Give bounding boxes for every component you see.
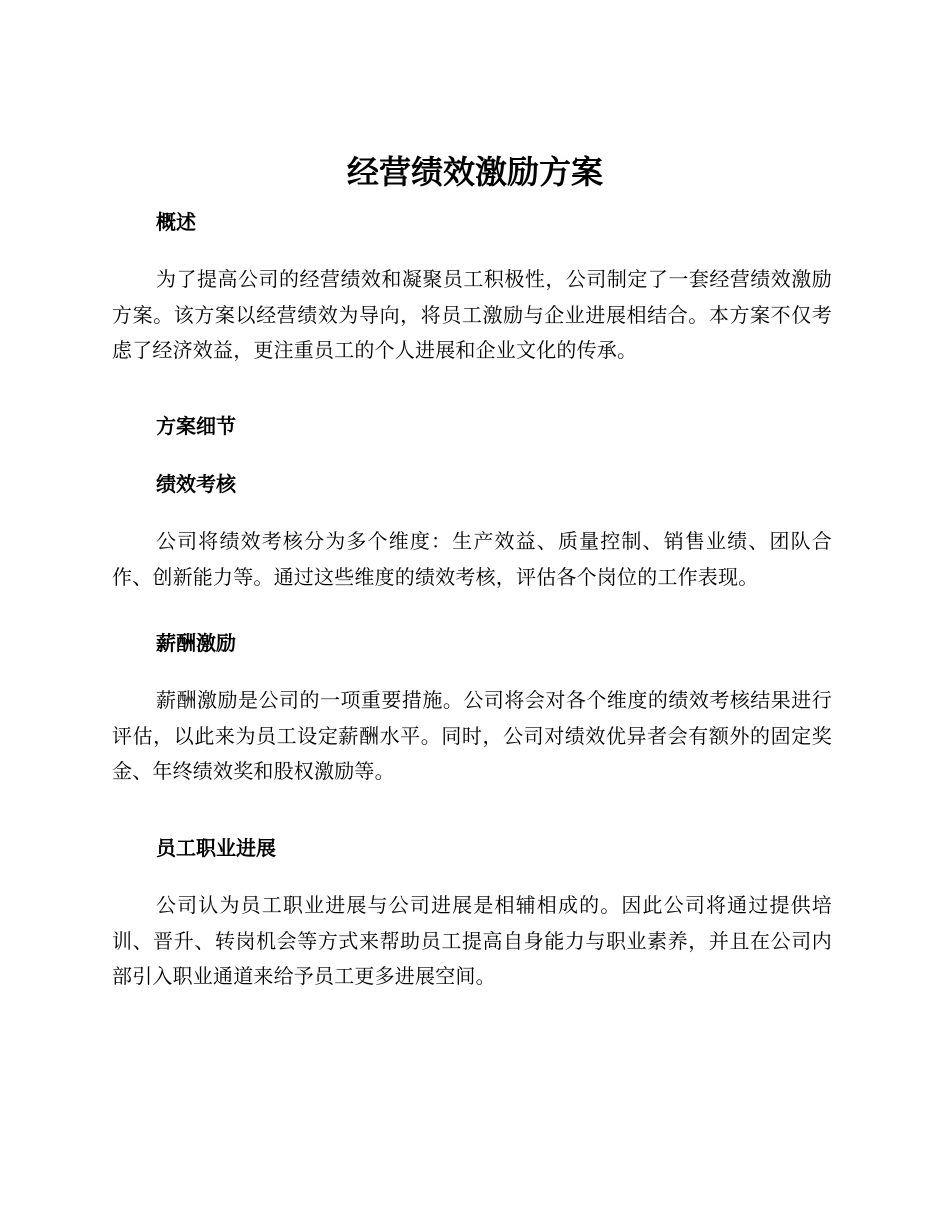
document-title: 经营绩效激励方案 [346, 153, 603, 191]
section-heading-performance-review: 绩效考核 [156, 472, 236, 496]
section-heading-overview: 概述 [156, 210, 196, 234]
section-heading-salary-incentive: 薪酬激励 [156, 631, 236, 655]
section-paragraph-career-development: 公司认为员工职业进展与公司进展是相辅相成的。因此公司将通过提供培训、晋升、转岗机会等方式来帮助员工提高自身能力与职业素养，并且在公司内部引入职业通道来给予员工更多进展空间。 [112, 893, 832, 988]
section-paragraph-performance-review: 公司将绩效考核分为多个维度：生产效益、质量控制、销售业绩、团队合作、创新能力等。通过这些维度的绩效考核，评估各个岗位的工作表现。 [112, 529, 832, 589]
section-heading-career-development: 员工职业进展 [156, 836, 276, 860]
section-heading-plan-details: 方案细节 [156, 414, 236, 438]
section-paragraph-salary-incentive: 薪酬激励是公司的一项重要措施。公司将会对各个维度的绩效考核结果进行评估，以此来为员工设定薪酬水平。同时，公司对绩效优异者会有额外的固定奖金、年终绩效奖和股权激励等。 [112, 688, 832, 783]
section-paragraph-overview: 为了提高公司的经营绩效和凝聚员工积极性，公司制定了一套经营绩效激励方案。该方案以经营绩效为导向，将员工激励与企业进展相结合。本方案不仅考虑了经济效益，更注重员工的个人进展和企业文化的传承。 [112, 267, 832, 362]
